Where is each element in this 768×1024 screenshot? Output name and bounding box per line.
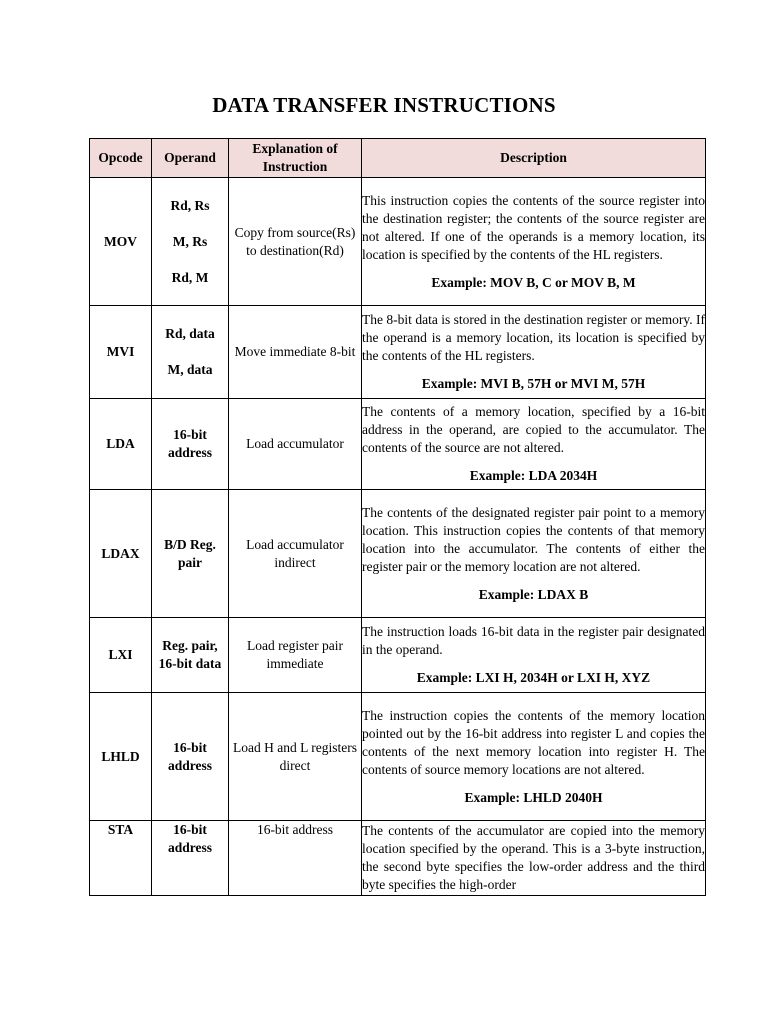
description-text: This instruction copies the contents of the source register into the destination register; the contents of the source register are not altered. If one of the operands is a memory location, its location is specified by the contents of the HL registers. bbox=[362, 192, 705, 262]
example-text: Example: LXI H, 2034H or LXI H, XYZ bbox=[416, 670, 651, 685]
explanation-cell: Load accumulator bbox=[229, 399, 362, 490]
description-text: The contents of a memory location, specified by a 16-bit address in the operand, are copied to the accumulator. The contents of the source are not altered. bbox=[362, 404, 705, 455]
explanation-cell: Copy from source(Rs) to destination(Rd) bbox=[229, 178, 362, 306]
opcode-cell: STA bbox=[90, 821, 152, 896]
operand-item: Rd, M bbox=[171, 269, 209, 285]
description-cell bbox=[362, 693, 706, 821]
table-row bbox=[90, 306, 706, 399]
example-text: Example: LDAX B bbox=[478, 586, 589, 602]
example-text: Example: MOV B, C or MOV B, M bbox=[431, 274, 636, 290]
table-row bbox=[90, 821, 706, 896]
table-row bbox=[90, 618, 706, 693]
operand-cell: B/D Reg. pair bbox=[152, 490, 229, 618]
opcode-cell: LHLD bbox=[90, 693, 152, 821]
instruction-table bbox=[89, 138, 706, 896]
table-row bbox=[90, 178, 706, 306]
header-operand: Operand bbox=[152, 139, 229, 178]
description-cell bbox=[362, 490, 706, 618]
description-cell bbox=[362, 399, 706, 490]
explanation-cell: Load register pair immediate bbox=[229, 618, 362, 693]
page-title: DATA TRANSFER INSTRUCTIONS bbox=[212, 93, 556, 117]
operand-cell: 16-bit address bbox=[152, 693, 229, 821]
description-text: The contents of the accumulator are copied into the memory location specified by the operand. This is a 3-byte instruction, the second byte specifies the low-order address and the third byte specifies the high-order bbox=[362, 823, 705, 892]
operand-item: M, Rs bbox=[172, 233, 208, 249]
opcode-cell: LDA bbox=[90, 399, 152, 490]
description-cell bbox=[362, 618, 706, 693]
explanation-cell: Load H and L registers direct bbox=[229, 693, 362, 821]
header-description: Description bbox=[362, 139, 706, 178]
explanation-cell: Move immediate 8-bit bbox=[229, 306, 362, 399]
opcode-cell: LXI bbox=[90, 618, 152, 693]
description-cell bbox=[362, 821, 706, 896]
header-explanation: Explanation of Instruction bbox=[229, 139, 362, 178]
example-text: Example: MVI B, 57H or MVI M, 57H bbox=[421, 376, 646, 391]
operand-cell: 16-bit address bbox=[152, 399, 229, 490]
opcode-cell: MOV bbox=[90, 178, 152, 306]
opcode-cell: MVI bbox=[90, 306, 152, 399]
operand-cell: 16-bit address bbox=[152, 821, 229, 896]
operand-item: Rd, Rs bbox=[170, 197, 210, 213]
header-opcode: Opcode bbox=[90, 139, 152, 178]
description-text: The 8-bit data is stored in the destination register or memory. If the operand is a memory location, its location is specified by the contents of the HL registers. bbox=[362, 312, 705, 363]
description-cell bbox=[362, 178, 706, 306]
explanation-cell: Load accumulator indirect bbox=[229, 490, 362, 618]
opcode-cell: LDAX bbox=[90, 490, 152, 618]
operand-cell bbox=[152, 178, 229, 306]
operand-cell bbox=[152, 306, 229, 399]
table-row bbox=[90, 693, 706, 821]
example-text: Example: LHLD 2040H bbox=[464, 789, 603, 805]
table-row bbox=[90, 490, 706, 618]
table-row bbox=[90, 399, 706, 490]
operand-item: Rd, data bbox=[165, 326, 215, 341]
description-cell bbox=[362, 306, 706, 399]
table-header-row bbox=[90, 139, 706, 178]
description-text: The instruction loads 16-bit data in the register pair designated in the operand. bbox=[362, 624, 705, 657]
example-text: Example: LDA 2034H bbox=[469, 468, 598, 483]
operand-item: M, data bbox=[167, 362, 213, 377]
explanation-cell: 16-bit address bbox=[229, 821, 362, 896]
description-text: The contents of the designated register pair point to a memory location. This instruction copies the contents of that memory location into the accumulator. The contents of either the register pair or the memory location are not altered. bbox=[362, 504, 705, 574]
description-text: The instruction copies the contents of the memory location pointed out by the 16-bit address into register L and copies the contents of the next memory location into register H. The contents of source memory locations are not altered. bbox=[362, 707, 705, 777]
operand-cell: Reg. pair, 16-bit data bbox=[152, 618, 229, 693]
